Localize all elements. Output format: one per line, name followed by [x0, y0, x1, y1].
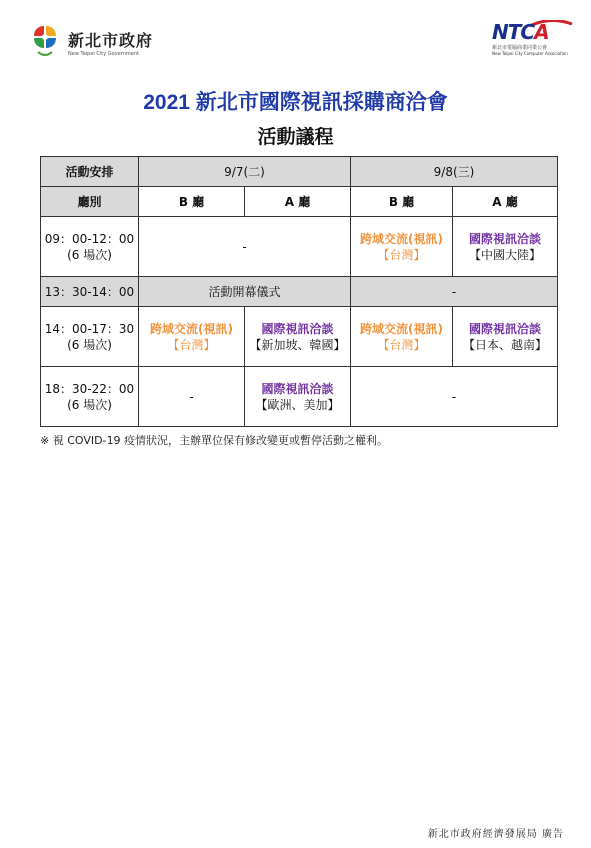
time-range: 09：00-12：00	[44, 231, 135, 246]
ntca-logo	[490, 20, 580, 60]
session-count: (6 場次)	[67, 247, 112, 262]
time-cell: 13：30-14：00	[41, 277, 139, 307]
table-row	[41, 217, 558, 277]
ntca-wordmark	[492, 20, 549, 44]
ntca-english-name: New Taipei City Computer Association	[492, 51, 568, 56]
ntpc-logo-english: New Taipei City Government	[68, 51, 139, 57]
header-label-schedule: 活動安排	[41, 157, 139, 187]
page-subtitle: 活動議程	[257, 126, 334, 148]
session-title: 國際視訊洽談	[468, 231, 541, 246]
ntpc-logo	[28, 22, 163, 62]
header-day2: 9/8(三)	[351, 157, 558, 187]
session-title: 國際視訊洽談	[468, 321, 541, 336]
day2-cell: -	[351, 367, 558, 427]
session-title: 國際視訊洽談	[261, 321, 334, 336]
session-region: 【日本、越南】	[462, 337, 547, 352]
session-region: 【歐洲、美加】	[255, 397, 340, 412]
ntca-chinese-name: 新北市電腦商業同業公會	[492, 45, 548, 51]
ntpc-logo-name: 新北市政府	[68, 31, 154, 50]
time-cell	[41, 307, 139, 367]
session-region: 【台灣】	[377, 337, 426, 352]
covid-note: ※ 視 COVID-19 疫情狀況，主辦單位保有修改變更或暫停活動之權利。	[40, 434, 389, 447]
table-row	[41, 277, 558, 307]
session-count: (6 場次)	[67, 397, 112, 412]
day1-cell: 活動開幕儀式	[139, 277, 351, 307]
time-cell	[41, 367, 139, 427]
agenda-table	[40, 156, 558, 427]
day2-hall-a-cell	[453, 217, 558, 277]
day2-hall-a-cell	[453, 307, 558, 367]
day1-hall-b-cell: -	[139, 367, 245, 427]
ntpc-flower-icon	[28, 22, 64, 62]
day2-cell: -	[351, 277, 558, 307]
header-row-halls	[41, 187, 558, 217]
time-range: 18：30-22：00	[44, 381, 135, 396]
session-title: 跨域交流(視訊)	[150, 321, 233, 336]
table-row	[41, 367, 558, 427]
header-day2-hall-b: B 廳	[351, 187, 453, 217]
day2-hall-b-cell	[351, 217, 453, 277]
header-day1-hall-a: A 廳	[245, 187, 351, 217]
ntca-mark-a: A	[534, 20, 549, 44]
time-range: 14：00-17：30	[44, 321, 135, 336]
header-day1: 9/7(二)	[139, 157, 351, 187]
header-row-dates	[41, 157, 558, 187]
session-title: 國際視訊洽談	[261, 381, 334, 396]
header-day2-hall-a: A 廳	[453, 187, 558, 217]
header-label-hall: 廳別	[41, 187, 139, 217]
session-region: 【中國大陸】	[468, 247, 541, 262]
ntca-mark-nt: NT	[492, 20, 521, 44]
day1-hall-b-cell	[139, 307, 245, 367]
table-row	[41, 307, 558, 367]
session-count: (6 場次)	[67, 337, 112, 352]
header-day1-hall-b: B 廳	[139, 187, 245, 217]
footer-sponsor: 新北市政府經濟發展局 廣告	[427, 829, 564, 840]
day1-hall-a-cell	[245, 367, 351, 427]
session-region: 【台灣】	[377, 247, 426, 262]
time-cell	[41, 217, 139, 277]
session-title: 跨域交流(視訊)	[360, 231, 443, 246]
day1-cell: -	[139, 217, 351, 277]
day1-hall-a-cell	[245, 307, 351, 367]
ntca-mark-c: C	[520, 20, 535, 44]
day2-hall-b-cell	[351, 307, 453, 367]
session-region: 【台灣】	[167, 337, 216, 352]
session-title: 跨域交流(視訊)	[360, 321, 443, 336]
session-region: 【新加坡、韓國】	[249, 337, 346, 352]
page-title: 2021 新北市國際視訊採購商洽會	[143, 91, 448, 114]
